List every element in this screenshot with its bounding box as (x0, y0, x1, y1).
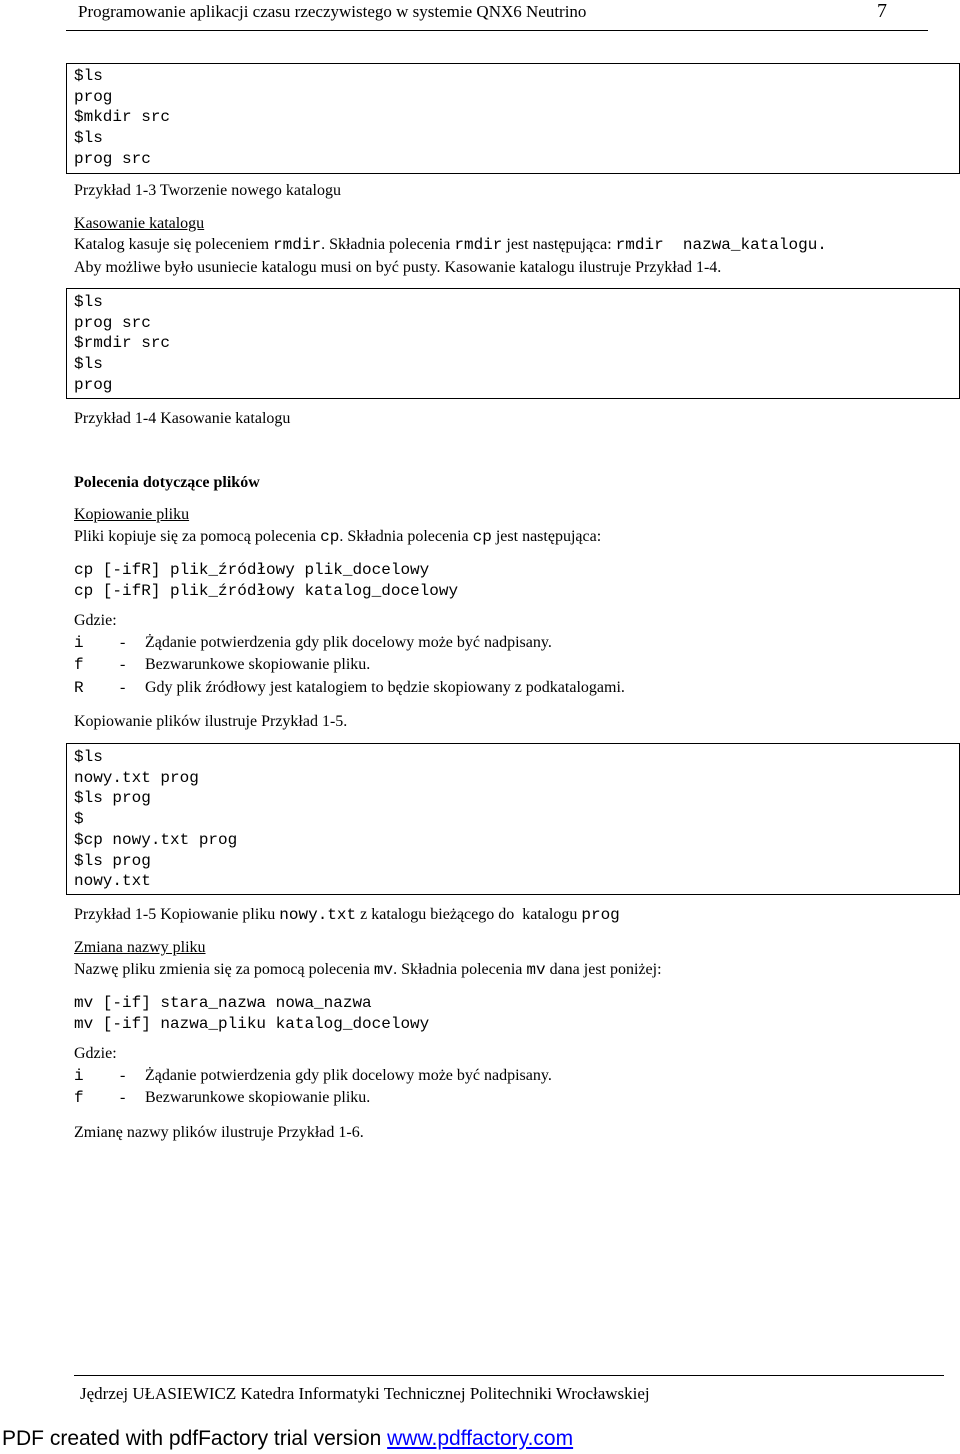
inline-code: rmdir (273, 236, 322, 254)
caption-example-1-5 (74, 906, 620, 924)
option-row (74, 1067, 552, 1085)
inline-code: mv (373, 961, 394, 979)
paragraph-mv (74, 961, 662, 979)
option-row (74, 656, 370, 674)
option-dash: - (120, 679, 126, 696)
label-gdzie: Gdzie: (74, 1045, 117, 1062)
footer-author: Jędrzej UŁASIEWICZ Katedra Informatyki Technicznej Politechniki Wrocławskiej (80, 1384, 650, 1403)
text: Pliki kopiuje się za pomocą polecenia (74, 528, 321, 545)
option-desc: Bezwarunkowe skopiowanie pliku. (145, 1089, 371, 1106)
inline-code: rmdir (454, 236, 503, 254)
code-example-1-3 (74, 66, 170, 170)
header-rule (66, 30, 928, 31)
code-line: $ls (74, 355, 103, 374)
text: Nazwę pliku zmienia się za pomocą polecenia (74, 961, 374, 978)
code-line: $mkdir src (74, 108, 171, 127)
pdffactory-link[interactable]: www.pdffactory.com (387, 1427, 574, 1450)
option-key: i (74, 1067, 84, 1085)
code-example-1-4 (74, 292, 170, 396)
option-desc: Bezwarunkowe skopiowanie pliku. (145, 656, 371, 673)
code-line: nowy.txt prog (74, 768, 199, 787)
inline-code: cp (472, 528, 492, 546)
pdf-watermark (2, 1427, 573, 1451)
heading-polecenia-plikow: Polecenia dotyczące plików (74, 474, 260, 491)
paragraph-rmdir-2: Aby możliwe było usuniecie katalogu musi on być pusty. Kasowanie katalogu ilustruje Przykład 1-4. (74, 259, 722, 276)
code-line: $ls prog (74, 789, 151, 808)
intro-example-1-5: Kopiowanie plików ilustruje Przykład 1-5. (74, 713, 348, 730)
label-gdzie: Gdzie: (74, 612, 117, 629)
text: PDF created with pdfFactory trial version (2, 1427, 388, 1450)
inline-code: nowy.txt (279, 906, 357, 924)
page-number: 7 (877, 0, 887, 22)
paragraph-cp (74, 528, 601, 546)
heading-kopiowanie-pliku: Kopiowanie pliku (74, 506, 190, 523)
code-line: $ls (74, 748, 103, 766)
syntax-line: mv [-if] stara_nazwa nowa_nazwa (74, 994, 372, 1012)
syntax-line: mv [-if] nazwa_pliku katalog_docelowy (74, 1014, 430, 1033)
code-line: $cp nowy.txt prog (74, 830, 238, 849)
inline-code: prog (581, 906, 620, 924)
option-desc: Żądanie potwierdzenia gdy plik docelowy może być nadpisany. (145, 1067, 552, 1084)
option-row (74, 1089, 370, 1107)
text: . Składnia polecenia (321, 236, 455, 253)
heading-kasowanie-katalogu: Kasowanie katalogu (74, 215, 205, 232)
code-line: prog src (74, 313, 151, 332)
heading-zmiana-nazwy: Zmiana nazwy pliku (74, 939, 206, 956)
text: z katalogu bieżącego do katalogu (356, 906, 582, 923)
mv-syntax (74, 993, 429, 1034)
option-key: i (74, 634, 84, 652)
code-box-example-1-3 (66, 63, 960, 174)
option-key: f (74, 656, 84, 674)
syntax-line: cp [-ifR] plik_źródłowy plik_docelowy (74, 561, 430, 579)
option-dash: - (120, 656, 126, 673)
option-desc: Żądanie potwierdzenia gdy plik docelowy może być nadpisany. (145, 634, 552, 651)
code-line: $ls (74, 293, 103, 311)
header-title: Programowanie aplikacji czasu rzeczywistego w systemie QNX6 Neutrino (78, 2, 587, 21)
code-line: nowy.txt (74, 872, 151, 891)
text: jest następująca: (491, 528, 602, 545)
intro-example-1-6: Zmianę nazwy plików ilustruje Przykład 1-6. (74, 1124, 364, 1141)
code-box-example-1-4 (66, 288, 960, 399)
code-example-1-5 (74, 747, 237, 892)
text: . Składnia polecenia (393, 961, 527, 978)
option-row (74, 634, 552, 652)
option-key: R (74, 679, 84, 697)
option-row (74, 679, 625, 697)
code-line: $rmdir src (74, 334, 171, 353)
option-dash: - (120, 1067, 126, 1084)
inline-code: mv (526, 961, 546, 979)
caption-example-1-4: Przykład 1-4 Kasowanie katalogu (74, 410, 291, 427)
option-desc: Gdy plik źródłowy jest katalogiem to będzie skopiowany z podkatalogami. (145, 679, 625, 696)
code-line: prog (74, 87, 113, 106)
text: Przykład 1-5 Kopiowanie pliku (74, 906, 280, 923)
cp-syntax (74, 560, 458, 601)
inline-code: cp (320, 528, 340, 546)
text: . Składnia polecenia (339, 528, 473, 545)
text: dana jest poniżej: (545, 961, 662, 978)
footer-rule (74, 1375, 944, 1376)
code-line: $ls (74, 67, 103, 85)
code-line: $ls prog (74, 851, 151, 870)
code-line: $ (74, 810, 84, 829)
caption-example-1-3: Przykład 1-3 Tworzenie nowego katalogu (74, 182, 341, 199)
text: jest następująca: (502, 236, 616, 253)
option-key: f (74, 1089, 84, 1107)
code-line: $ls (74, 129, 103, 148)
code-line: prog (74, 375, 113, 394)
paragraph-rmdir-1 (74, 236, 827, 254)
code-line: prog src (74, 149, 151, 168)
inline-code: rmdir nazwa_katalogu. (615, 236, 827, 254)
option-dash: - (120, 1089, 126, 1106)
text: Katalog kasuje się poleceniem (74, 236, 274, 253)
option-dash: - (120, 634, 126, 651)
syntax-line: cp [-ifR] plik_źródłowy katalog_docelowy (74, 581, 459, 600)
